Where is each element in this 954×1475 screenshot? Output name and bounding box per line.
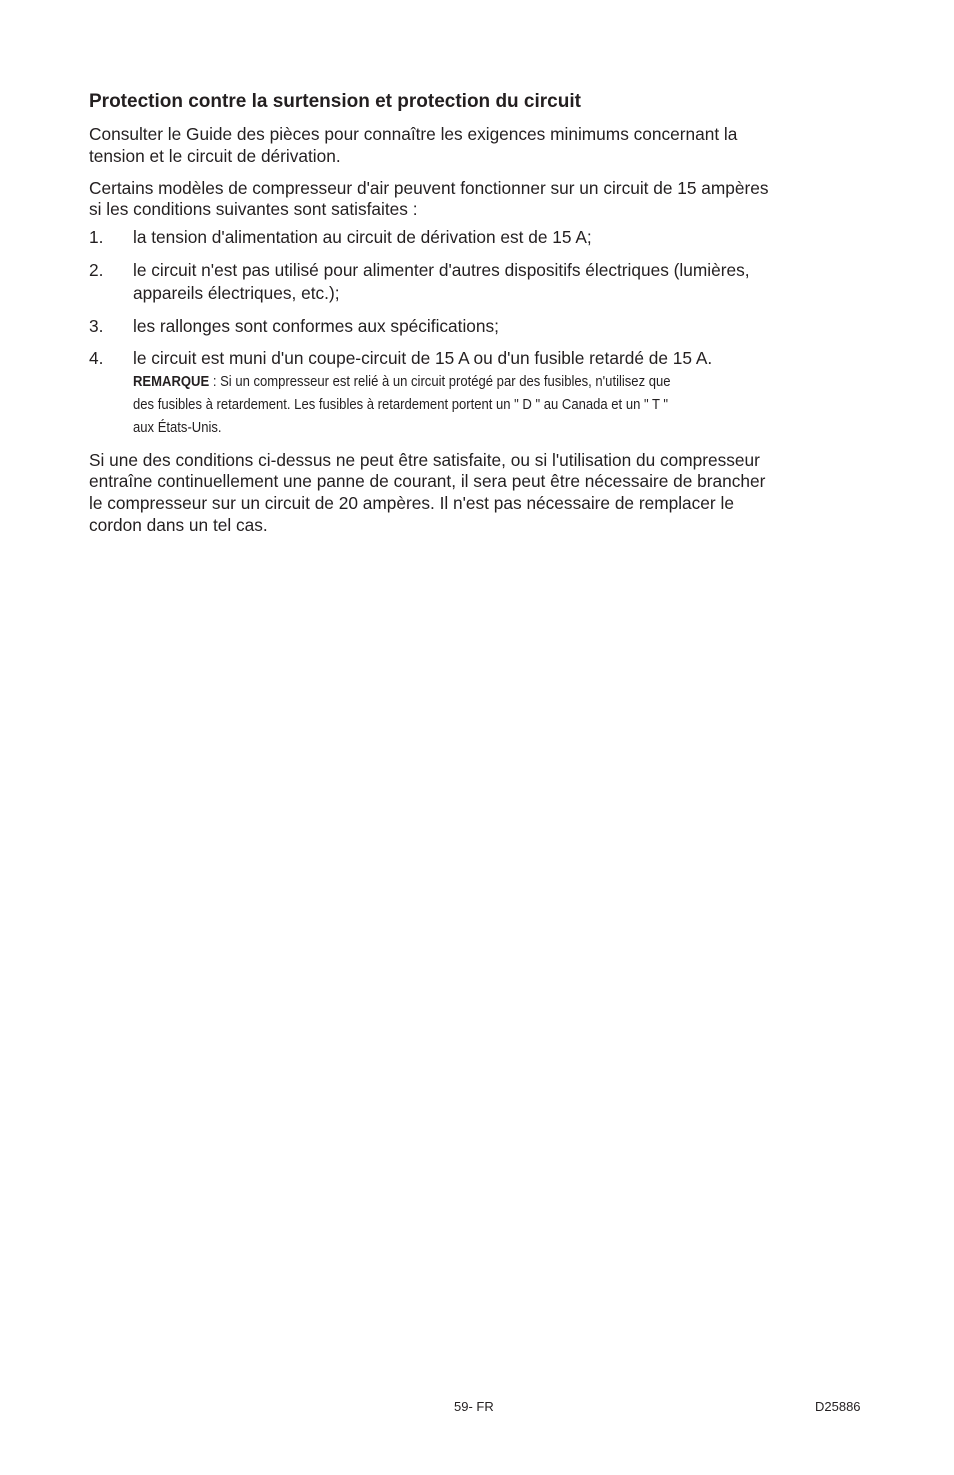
list-item-number: 4. bbox=[89, 348, 104, 368]
list-item-text: le circuit est muni d'un coupe-circuit de 15 A ou d'un fusible retardé de 15 A. bbox=[133, 348, 713, 368]
paragraph-line: Certains modèles de compresseur d'air peuvent fonctionner sur un circuit de 15 ampères bbox=[89, 178, 769, 198]
paragraph-line: cordon dans un tel cas. bbox=[89, 515, 268, 535]
list-item-text: les rallonges sont conformes aux spécifications; bbox=[133, 316, 499, 336]
list-item-number: 3. bbox=[89, 316, 104, 336]
paragraph-line: Si une des conditions ci-dessus ne peut être satisfaite, ou si l'utilisation du compresseur bbox=[89, 450, 760, 470]
list-item-text: le circuit n'est pas utilisé pour alimenter d'autres dispositifs électriques (lumières, bbox=[133, 260, 750, 280]
paragraph-line: le compresseur sur un circuit de 20 ampères. Il n'est pas nécessaire de remplacer le bbox=[89, 493, 734, 513]
list-item-number: 2. bbox=[89, 260, 104, 280]
section-heading: Protection contre la surtension et protection du circuit bbox=[89, 91, 581, 112]
note-text: : Si un compresseur est relié à un circuit protégé par des fusibles, n'utilisez que bbox=[209, 373, 671, 390]
list-item-number: 1. bbox=[89, 227, 104, 247]
note-line: des fusibles à retardement. Les fusibles à retardement portent un " D " au Canada et un " T " bbox=[133, 396, 669, 413]
note-line bbox=[133, 374, 671, 389]
paragraph-line: si les conditions suivantes sont satisfaites : bbox=[89, 199, 418, 219]
note-label: REMARQUE bbox=[133, 373, 210, 390]
list-item-text: appareils électriques, etc.); bbox=[133, 283, 340, 303]
note-line: aux États-Unis. bbox=[133, 419, 222, 436]
list-item-text: la tension d'alimentation au circuit de dérivation est de 15 A; bbox=[133, 227, 592, 247]
page-number: 59- FR bbox=[454, 1399, 494, 1414]
paragraph-line: Consulter le Guide des pièces pour connaître les exigences minimums concernant la bbox=[89, 124, 738, 144]
document-code: D25886 bbox=[815, 1399, 861, 1414]
paragraph-line: entraîne continuellement une panne de courant, il sera peut être nécessaire de brancher bbox=[89, 471, 766, 491]
paragraph-line: tension et le circuit de dérivation. bbox=[89, 146, 341, 166]
